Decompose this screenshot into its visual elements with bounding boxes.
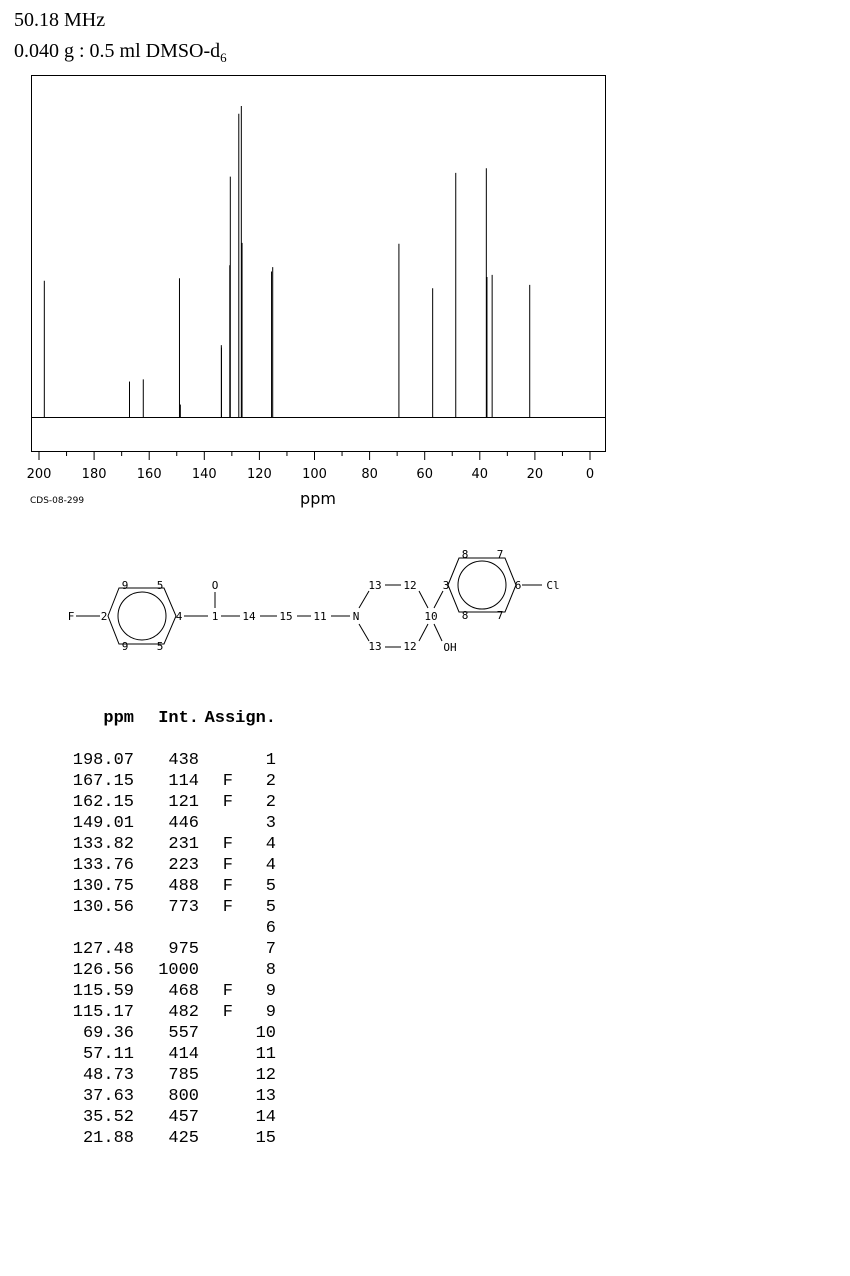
atom-label: 4	[175, 610, 183, 623]
cell-ppm: 35.52	[82, 1108, 134, 1127]
cell-flag	[199, 1044, 233, 1065]
atom-label: O	[211, 579, 219, 592]
cell-intensity: 438	[168, 751, 199, 770]
cell-assign: 2	[265, 772, 276, 791]
spectrometer-frequency: 50.18 MHz	[14, 9, 106, 31]
atom-label: 5	[156, 640, 164, 653]
table-row	[58, 1044, 276, 1065]
header-ppm: ppm	[103, 709, 134, 728]
cell-ppm	[58, 918, 134, 939]
peak-table-body	[58, 750, 276, 1149]
cell-flag	[199, 1086, 233, 1107]
cell-ppm: 127.48	[72, 940, 134, 959]
atom-label: 7	[496, 609, 504, 622]
cell-assign: 14	[255, 1108, 276, 1127]
sample-text: 0.040 g : 0.5 ml DMSO-d	[14, 40, 221, 62]
cell-intensity: 468	[168, 982, 199, 1001]
cell-intensity: 114	[168, 772, 199, 791]
tick-label: 100	[302, 467, 327, 482]
atom-label: N	[352, 610, 360, 623]
table-row	[58, 1002, 276, 1023]
cell-assign: 13	[255, 1087, 276, 1106]
table-header-row	[58, 708, 276, 729]
cell-assign: 2	[265, 793, 276, 812]
cell-flag	[199, 918, 233, 939]
table-row	[58, 813, 276, 834]
cell-ppm: 57.11	[82, 1045, 134, 1064]
cell-flag	[199, 960, 233, 981]
table-spacer-row	[58, 729, 276, 750]
cell-flag	[199, 1128, 233, 1149]
atom-label: 1	[211, 610, 219, 623]
table-row	[58, 750, 276, 771]
cell-assign: 5	[265, 877, 276, 896]
cell-ppm: 133.76	[72, 856, 134, 875]
atom-label: 9	[121, 640, 129, 653]
cell-intensity: 773	[168, 898, 199, 917]
cell-ppm: 198.07	[72, 751, 134, 770]
tick-label: 0	[585, 467, 595, 482]
table-row	[58, 771, 276, 792]
cell-ppm: 115.17	[72, 1003, 134, 1022]
cell-flag: F	[222, 856, 233, 875]
cell-assign: 12	[255, 1066, 276, 1085]
cell-intensity: 482	[168, 1003, 199, 1022]
cell-ppm: 21.88	[82, 1129, 134, 1148]
cell-ppm: 130.56	[72, 898, 134, 917]
cell-assign: 1	[265, 751, 276, 770]
table-row	[58, 1128, 276, 1149]
peak-table	[58, 708, 276, 1149]
cell-ppm: 167.15	[72, 772, 134, 791]
cell-assign: 11	[255, 1045, 276, 1064]
tick-label: 180	[81, 467, 107, 482]
cell-assign: 8	[265, 961, 276, 980]
table-row	[58, 897, 276, 918]
cell-flag: F	[222, 898, 233, 917]
table-row	[58, 939, 276, 960]
cell-assign: 9	[265, 982, 276, 1001]
atom-label: 11	[313, 610, 327, 623]
atom-label: 15	[279, 610, 293, 623]
cell-intensity: 785	[168, 1066, 199, 1085]
cell-assign: 5	[265, 898, 276, 917]
atom-label: 8	[461, 548, 469, 561]
table-row	[58, 1023, 276, 1044]
table-row	[58, 960, 276, 981]
tick-label: 60	[416, 467, 433, 482]
cell-ppm: 162.15	[72, 793, 134, 812]
cell-flag: F	[222, 1003, 233, 1022]
atom-label: 14	[242, 610, 256, 623]
tick-label: 80	[361, 467, 378, 482]
cell-intensity: 231	[168, 835, 199, 854]
tick-label: 120	[246, 467, 272, 482]
cell-intensity: 800	[168, 1087, 199, 1106]
tick-label: 40	[471, 467, 489, 482]
spectrum-code: CDS-08-299	[30, 496, 85, 506]
tick-label: 160	[136, 467, 162, 482]
bond-lines	[76, 558, 542, 647]
table-row	[58, 1065, 276, 1086]
table-row	[58, 981, 276, 1002]
cell-flag	[199, 1107, 233, 1128]
cell-ppm: 126.56	[72, 961, 134, 980]
cell-assign: 10	[255, 1024, 276, 1043]
atom-label: OH	[443, 641, 457, 654]
solvent-subscript: 6	[220, 50, 227, 65]
cell-intensity: 1000	[158, 961, 199, 980]
cell-assign: 6	[265, 919, 276, 938]
cell-ppm: 115.59	[72, 982, 134, 1001]
cell-assign: 4	[265, 835, 276, 854]
cell-flag	[199, 813, 233, 834]
cell-flag	[199, 1023, 233, 1044]
cell-flag	[199, 1065, 233, 1086]
cell-flag: F	[222, 772, 233, 791]
tick-label: 140	[191, 467, 217, 482]
atom-labels	[68, 548, 560, 654]
atom-label: 7	[496, 548, 504, 561]
cell-intensity: 557	[168, 1024, 199, 1043]
atom-label: 12	[403, 579, 417, 592]
atom-label: 12	[403, 640, 417, 653]
atom-label: 13	[368, 640, 382, 653]
cell-ppm: 69.36	[82, 1024, 134, 1043]
cell-assign: 3	[265, 814, 276, 833]
atom-label: 10	[424, 610, 438, 623]
cell-intensity: 223	[168, 856, 199, 875]
cell-intensity	[134, 918, 199, 939]
table-row	[58, 918, 276, 939]
cell-flag	[199, 939, 233, 960]
cell-flag: F	[222, 793, 233, 812]
cell-ppm: 133.82	[72, 835, 134, 854]
cell-ppm: 48.73	[82, 1066, 134, 1085]
cell-intensity: 975	[168, 940, 199, 959]
cell-flag: F	[222, 835, 233, 854]
table-row	[58, 1107, 276, 1128]
cell-flag: F	[222, 982, 233, 1001]
cell-assign: 4	[265, 856, 276, 875]
table-row	[58, 1086, 276, 1107]
atom-label: 13	[368, 579, 382, 592]
atom-label: 6	[514, 579, 522, 592]
cell-intensity: 121	[168, 793, 199, 812]
atom-label: 3	[442, 579, 450, 592]
cell-assign: 15	[255, 1129, 276, 1148]
cell-intensity: 488	[168, 877, 199, 896]
atom-label: 8	[461, 609, 469, 622]
header-assign: Assign.	[204, 709, 276, 728]
cell-ppm: 130.75	[72, 877, 134, 896]
header-int: Int.	[158, 709, 199, 728]
cell-flag: F	[222, 877, 233, 896]
atom-label: 2	[100, 610, 108, 623]
table-row	[58, 792, 276, 813]
x-axis-label: ppm	[300, 489, 336, 508]
cell-intensity: 446	[168, 814, 199, 833]
cell-flag	[199, 750, 233, 771]
cell-assign: 9	[265, 1003, 276, 1022]
tick-label: 20	[526, 467, 544, 482]
cell-intensity: 457	[168, 1108, 199, 1127]
cell-intensity: 425	[168, 1129, 199, 1148]
table-row	[58, 834, 276, 855]
atom-label: F	[67, 610, 75, 623]
cell-assign: 7	[265, 940, 276, 959]
table-row	[58, 876, 276, 897]
cell-ppm: 37.63	[82, 1087, 134, 1106]
atom-label: Cl	[546, 579, 560, 592]
atom-label: 5	[156, 579, 164, 592]
atom-label: 9	[121, 579, 129, 592]
cell-intensity: 414	[168, 1045, 199, 1064]
cell-ppm: 149.01	[72, 814, 134, 833]
table-row	[58, 855, 276, 876]
tick-label: 200	[26, 467, 52, 482]
